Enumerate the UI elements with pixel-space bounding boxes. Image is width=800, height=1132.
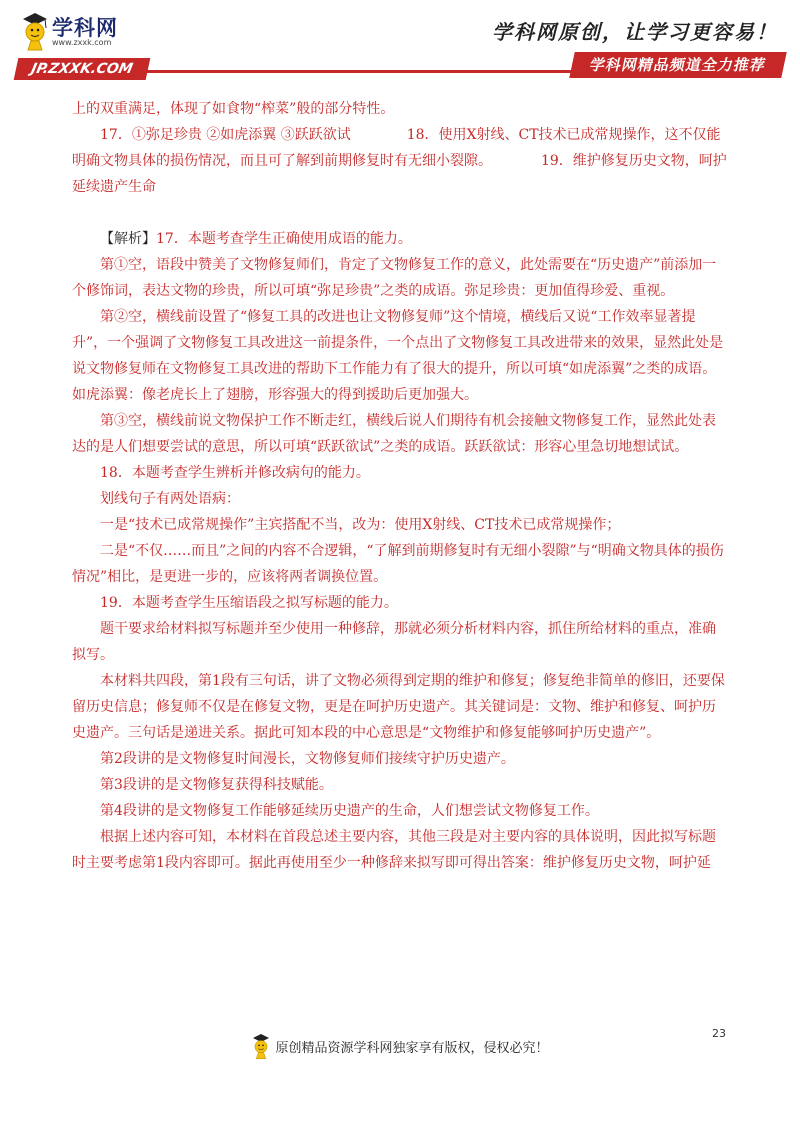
paragraph: 根据上述内容可知，本材料在首段总述主要内容，其他三段是对主要内容的具体说明，因此拟写标题时主要考虑第1段内容即可。据此再使用至少一种修辞来拟写即可得出答案：维护修复历史文物，呵护延 — [72, 829, 716, 871]
answer-paragraph: 17．①弥足珍贵 ②如虎添翼 ③跃跃欲试 18．使用X射线、CT技术已成常规操作，这不仅能明确文物具体的损伤情况，而且可了解到前期修复时有无细小裂隙。 19．维护修复历史文物，呵护延续遗产生命 — [72, 127, 727, 195]
page-header — [0, 0, 800, 85]
paragraph: 划线句子有两处语病： — [100, 491, 240, 507]
analysis-title: 17．本题考查学生正确使用成语的能力。 — [156, 231, 412, 247]
paragraph: 18．本题考查学生辨析并修改病句的能力。 — [100, 465, 370, 481]
page-footer — [0, 1032, 800, 1064]
paragraph: 题干要求给材料拟写标题并至少使用一种修辞，那就必须分析材料内容，抓住所给材料的重点，准确拟写。 — [72, 621, 716, 663]
analysis-label: 【解析】 — [100, 231, 156, 247]
page-number: 23 — [712, 1027, 726, 1040]
paragraph: 上的双重满足，体现了如食物“榨菜”般的部分特性。 — [72, 101, 395, 117]
graduation-mascot-icon — [251, 1032, 271, 1060]
header-divider — [140, 70, 580, 73]
recommend-banner: 学科网精品频道全力推荐 — [569, 52, 787, 78]
paragraph: 第③空，横线前说文物保护工作不断走红，横线后说人们期待有机会接触文物修复工作，显然此处表达的是人们想要尝试的意思，所以可填“跃跃欲试”之类的成语。跃跃欲试：形容心里急切地想试试。 — [72, 413, 716, 455]
paragraph: 一是“技术已成常规操作”主宾搭配不当，改为：使用X射线、CT技术已成常规操作； — [100, 517, 621, 533]
logo-url-banner: JP.ZXXK.COM — [14, 58, 151, 80]
logo-title: 学科网 — [52, 16, 118, 40]
analysis-heading — [72, 226, 728, 252]
copyright-notice: 原创精品资源学科网独家享有版权，侵权必究！ — [275, 1040, 549, 1056]
paragraph: 第4段讲的是文物修复工作能够延续历史遗产的生命，人们想尝试文物修复工作。 — [100, 803, 599, 819]
spacer — [72, 200, 728, 226]
paragraph: 第②空，横线前设置了“修复工具的改进也让文物修复师”这个情境，横线后又说“工作效率显著提升”，一个强调了文物修复工具改进这一前提条件，一个点出了文物修复工具改进带来的效果，显然此处是说文物修复师在文物修复工具改进的帮助下工作能力有了很大的提升，所以可填“如虎添翼”之类的成语。如虎添翼：像老虎长上了翅膀，形容强大的得到援助后更加强大。 — [72, 309, 724, 403]
paragraph: 第①空，语段中赞美了文物修复师们，肯定了文物修复工作的意义，此处需要在“历史遗产”前添加一个修饰词，表达文物的珍贵，所以可填“弥足珍贵”之类的成语。弥足珍贵：更加值得珍爱、重视。 — [72, 257, 717, 299]
paragraph: 第2段讲的是文物修复时间漫长，文物修复师们接续守护历史遗产。 — [100, 751, 515, 767]
paragraph: 第3段讲的是文物修复获得科技赋能。 — [100, 777, 333, 793]
logo-subtitle: www.zxxk.com — [52, 38, 112, 47]
answer-content — [72, 96, 728, 876]
header-slogan: 学科网原创，让学习更容易！ — [492, 20, 778, 44]
paragraph: 本材料共四段，第1段有三句话，讲了文物必须得到定期的维护和修复；修复绝非简单的修旧，还要保留历史信息；修复师不仅是在修复文物，更是在呵护历史遗产。其关键词是：文物、维护和修复、呵护历史遗产。三句话是递进关系。据此可知本段的中心意思是“文物维护和修复能够呵护历史遗产”。 — [72, 673, 725, 741]
paragraph: 19．本题考查学生压缩语段之拟写标题的能力。 — [100, 595, 398, 611]
graduation-mascot-icon — [20, 10, 50, 52]
paragraph: 二是“不仅……而且”之间的内容不合逻辑，“了解到前期修复时有无细小裂隙”与“明确文物具体的损伤情况”相比，是更进一步的，应该将两者调换位置。 — [72, 543, 724, 585]
